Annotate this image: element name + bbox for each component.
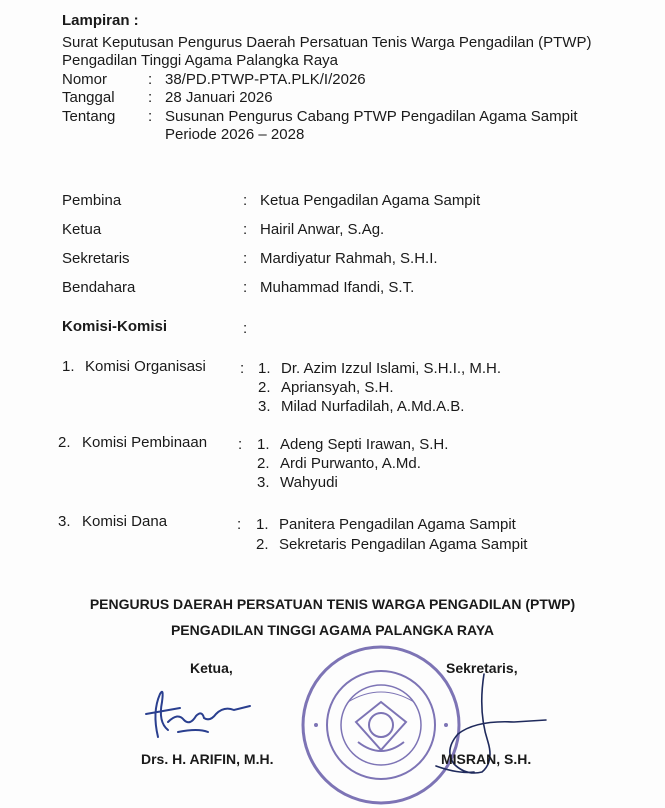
officer-name: Mardiyatur Rahmah, S.H.I. (260, 250, 438, 267)
officer-name: Hairil Anwar, S.Ag. (260, 221, 385, 238)
commission-colon: : (238, 436, 243, 453)
member-number: 1. (256, 516, 269, 533)
officer-colon: : (243, 221, 248, 238)
member-name: Wahyudi (280, 474, 338, 491)
field-colon: : (148, 71, 153, 88)
field-colon: : (148, 89, 153, 106)
commission-name: Komisi Dana (82, 513, 168, 530)
commission-number: 3. (58, 513, 71, 530)
officer-role: Ketua (62, 221, 102, 238)
member-name: Panitera Pengadilan Agama Sampit (279, 516, 516, 533)
officer-colon: : (243, 250, 248, 267)
commission-colon: : (237, 516, 242, 533)
commission-name: Komisi Organisasi (85, 358, 206, 375)
member-name: Dr. Azim Izzul Islami, S.H.I., M.H. (281, 360, 502, 377)
commission-name: Komisi Pembinaan (82, 434, 208, 451)
field-value-tanggal: 28 Januari 2026 (165, 89, 273, 106)
member-number: 1. (258, 360, 271, 377)
field-colon: : (148, 108, 153, 125)
member-number: 1. (257, 436, 270, 453)
secretary-title: Sekretaris, (446, 660, 518, 676)
chair-name: Drs. H. ARIFIN, M.H. (141, 751, 274, 767)
subject-line-1: Surat Keputusan Pengurus Daerah Persatuan Tenis Warga Pengadilan (PTWP) (62, 34, 592, 51)
commissions-colon: : (243, 320, 248, 337)
commission-number: 1. (62, 358, 75, 375)
member-number: 2. (256, 536, 269, 553)
officer-name: Ketua Pengadilan Agama Sampit (260, 192, 481, 209)
field-value-nomor: 38/PD.PTWP-PTA.PLK/I/2026 (165, 71, 366, 88)
field-label-tentang: Tentang (62, 108, 116, 125)
officer-colon: : (243, 279, 248, 296)
field-value-tentang: Susunan Pengurus Cabang PTWP Pengadilan Agama Sampit (165, 108, 578, 125)
chair-signature (138, 682, 258, 742)
officer-role: Bendahara (62, 279, 136, 296)
chair-title: Ketua, (190, 660, 233, 676)
commission-colon: : (240, 360, 245, 377)
officer-role: Sekretaris (62, 250, 130, 267)
member-name: Milad Nurfadilah, A.Md.A.B. (281, 398, 465, 415)
field-label-tanggal: Tanggal (62, 89, 115, 106)
officer-colon: : (243, 192, 248, 209)
member-number: 3. (257, 474, 270, 491)
member-name: Adeng Septi Irawan, S.H. (280, 436, 449, 453)
member-name: Apriansyah, S.H. (281, 379, 394, 396)
member-name: Ardi Purwanto, A.Md. (280, 455, 421, 472)
member-number: 2. (257, 455, 270, 472)
officer-name: Muhammad Ifandi, S.T. (260, 279, 415, 296)
field-value-tentang-2: Periode 2026 – 2028 (165, 126, 305, 143)
commissions-heading: Komisi-Komisi (62, 318, 168, 335)
member-number: 3. (258, 398, 271, 415)
org-line-2: PENGADILAN TINGGI AGAMA PALANGKA RAYA (170, 622, 495, 638)
org-line-1: PENGURUS DAERAH PERSATUAN TENIS WARGA PENGADILAN (PTWP) (89, 596, 576, 612)
subject-line-2: Pengadilan Tinggi Agama Palangka Raya (62, 52, 339, 69)
doc-title: Lampiran : (62, 12, 139, 29)
member-name: Sekretaris Pengadilan Agama Sampit (279, 536, 528, 553)
secretary-name: MISRAN, S.H. (441, 751, 532, 767)
member-number: 2. (258, 379, 271, 396)
field-label-nomor: Nomor (62, 71, 108, 88)
commission-number: 2. (58, 434, 71, 451)
officer-role: Pembina (62, 192, 122, 209)
